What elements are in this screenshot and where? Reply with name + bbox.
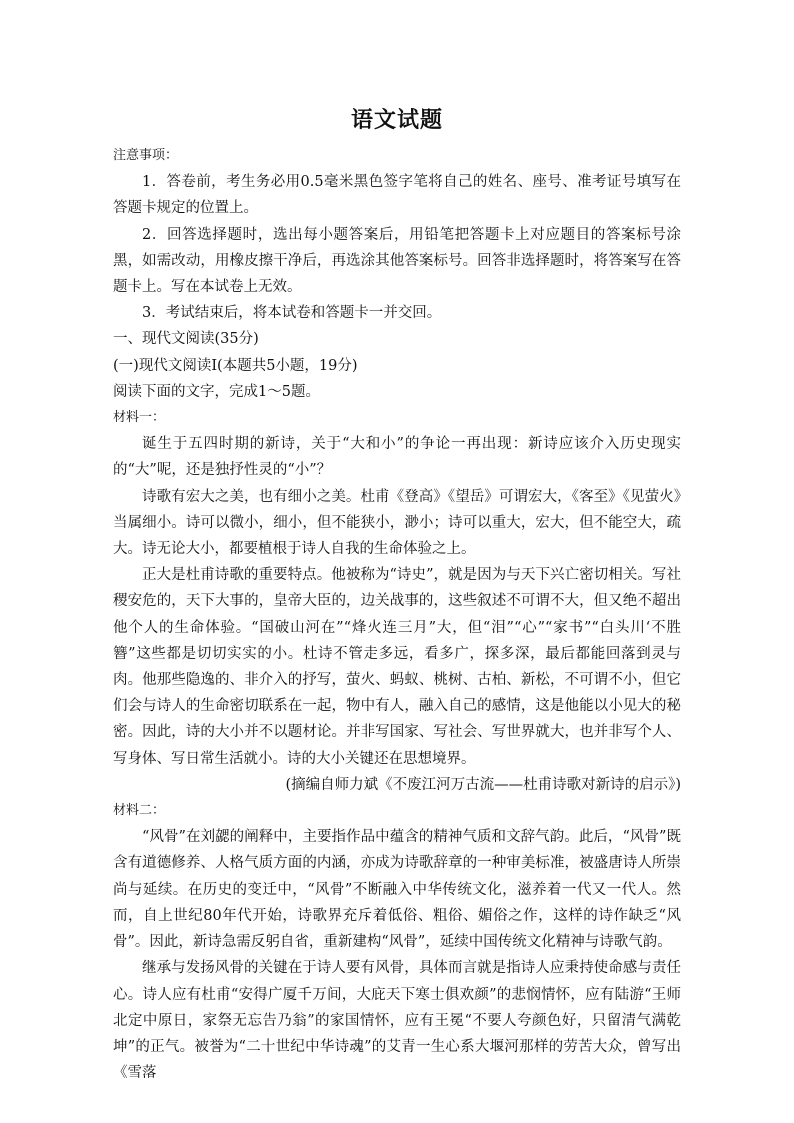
notice-item-1: 1．答卷前，考生务必用0.5毫米黑色签字笔将自己的姓名、座号、准考证号填写在答题卡规定的位置上。 (113, 174, 681, 217)
material1-source: (摘编自师力斌《不废江河万古流——杜甫诗歌对新诗的启示》) (285, 776, 681, 793)
notice-heading: 注意事项： (113, 148, 179, 163)
material1-paragraph-2: 诗歌有宏大之美，也有细小之美。杜甫《登高》《望岳》可谓宏大，《客至》《见萤火》当属细小。诗可以微小，细小，但不能狭小，渺小；诗可以重大，宏大，但不能空大，疏大。诗无论大小，都要植根于诗人自我的生命体验之上。 (113, 488, 681, 558)
subsection-heading: (一)现代文阅读Ⅰ(本题共5小题，19分) (113, 357, 358, 374)
material1-paragraph-1: 诞生于五四时期的新诗，关于“大和小”的争论一再出现：新诗应该介入历史现实的“大”呢，还是独抒性灵的“小”？ (113, 436, 681, 479)
material2-paragraph-2: 继承与发扬风骨的关键在于诗人要有风骨，具体而言就是指诗人应秉持使命感与责任心。诗人应有杜甫“安得广厦千万间，大庇天下寒士俱欢颜”的悲悯情怀，应有陆游“王师北定中原日，家祭无忘告乃翁”的家国情怀，应有王冕“不要人夸颜色好，只留清气满乾坤”的正气。被誉为“二十世纪中华诗魂”的艾青一生心系大堰河那样的劳苦大众，曾写出《雪落 (113, 960, 681, 1082)
material1-paragraph-3: 正大是杜甫诗歌的重要特点。他被称为“诗史”，就是因为与天下兴亡密切相关。写社稷安危的，天下大事的，皇帝大臣的，边关战事的，这些叙述不可谓不大，但又绝不超出他个人的生命体验。“国破山河在”“烽火连三月”大，但“泪”“心”“家书”“白头川‘不胜簪”这些都是切切实实的小。杜诗不管走多远，看多广，探多深，最后都能回落到灵与肉。他那些隐逸的、非介入的抒写，萤火、蚂蚁、桃树、古柏、新松，不可谓不小，但它们会与诗人的生命密切联系在一起，物中有人，融入自己的感情，这是他能以小见大的秘密。因此，诗的大小并不以题材论。并非写国家、写社会、写世界就大，也并非写个人、写身体、写日常生活就小。诗的大小关键还在思想境界。 (113, 567, 681, 767)
material2-label: 材料二： (113, 803, 166, 819)
notice-item-3: 3．考试结束后，将本试卷和答题卡一并交回。 (142, 305, 442, 322)
material2-paragraph-1: “风骨”在刘勰的阐释中，主要指作品中蕴含的精神气质和文辞气韵。此后，“风骨”既含有道德修养、人格气质方面的内涵，亦成为诗歌辞章的一种审美标准，被盛唐诗人所崇尚与延续。在历史的变迁中，“风骨”不断融入中华传统文化，滋养着一代又一代人。然而，自上世纪80年代开始，诗歌界充斥着低俗、粗俗、媚俗之作，这样的诗作缺乏“风骨”。因此，新诗急需反躬自省，重新建构“风骨”，延续中国传统文化精神与诗歌气韵。 (113, 829, 681, 951)
instruction: 阅读下面的文字，完成1～5题。 (113, 383, 320, 400)
material1-label: 材料一： (113, 410, 166, 426)
document-body (113, 143, 681, 1086)
section-heading: 一、现代文阅读(35分) (113, 331, 259, 348)
notice-item-2: 2．回答选择题时，选出每小题答案后，用铅笔把答题卡上对应题目的答案标号涂黑，如需改动，用橡皮擦干净后，再选涂其他答案标号。回答非选择题时，将答案写在答题卡上。写在本试卷上无效。 (113, 226, 681, 296)
page-title: 语文试题 (350, 107, 443, 133)
